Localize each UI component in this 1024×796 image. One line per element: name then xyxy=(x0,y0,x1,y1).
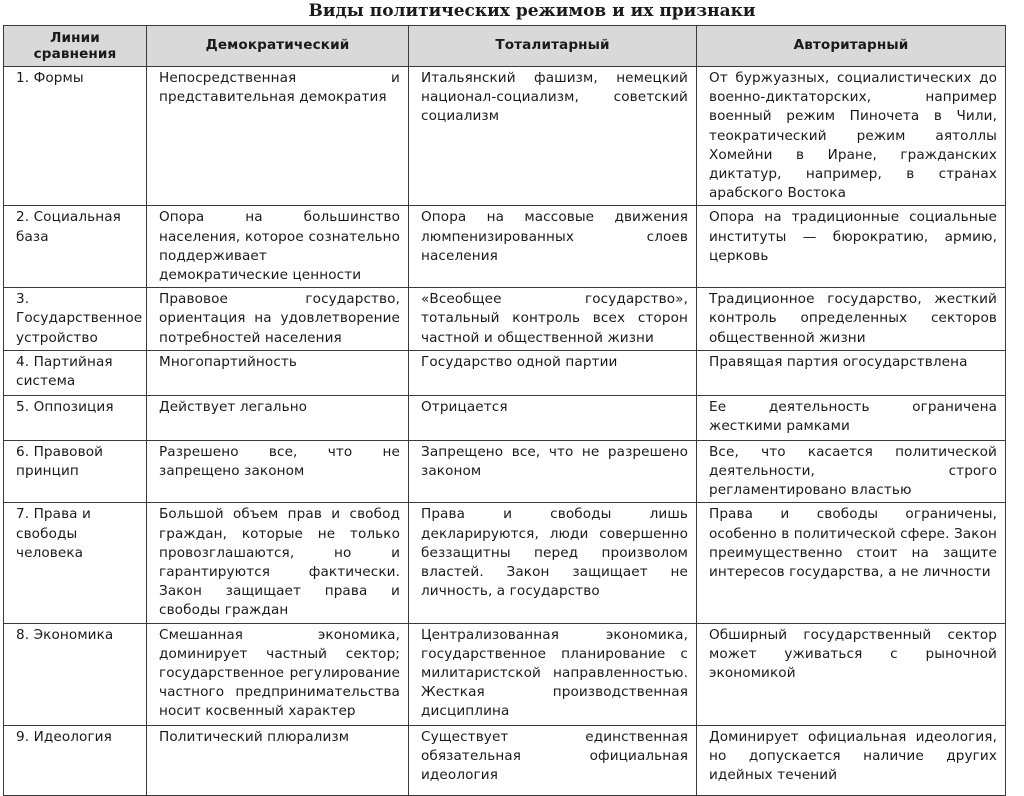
totalitarian-cell: Итальянский фашизм, немецкий национал-социализм, советский социализм xyxy=(409,67,697,206)
row-criteria: 1. Формы xyxy=(4,67,147,206)
regimes-table xyxy=(3,25,1006,796)
header-democratic: Демократический xyxy=(147,26,409,67)
header-criteria: Линии сравнения xyxy=(4,26,147,67)
totalitarian-cell: Права и свободы лишь декларируются, люди совершенно беззащитны перед произволом властей. Закон защищает не личность, а государство xyxy=(409,503,697,623)
authoritarian-cell: Правящая партия огосударствлена xyxy=(697,350,1006,395)
table-row xyxy=(4,288,1006,351)
authoritarian-cell: Обширный государственный сектор может уживаться с рыночной экономикой xyxy=(697,623,1006,725)
table-row xyxy=(4,206,1006,288)
democratic-cell: Непосредственная и представительная демократия xyxy=(147,67,409,206)
totalitarian-cell: Существует единственная обязательная официальная идеология xyxy=(409,725,697,795)
totalitarian-cell: «Всеобщее государство», тотальный контроль всех сторон частной и общественной жизни xyxy=(409,288,697,351)
authoritarian-cell: От буржуазных, социалистических до военно-диктаторских, например военный режим Пиночета в Чили, теократический режим аятоллы Хомейни в Иране, гражданских диктатур, например, в странах арабского Востока xyxy=(697,67,1006,206)
democratic-cell: Действует легально xyxy=(147,395,409,440)
totalitarian-cell: Централизованная экономика, государственное планирование с милитаристской направленностью. Жесткая производственная дисциплина xyxy=(409,623,697,725)
row-criteria: 3. Государственное устройство xyxy=(4,288,147,351)
row-criteria: 7. Права и свободы человека xyxy=(4,503,147,623)
democratic-cell: Разрешено все, что не запрещено законом xyxy=(147,440,409,503)
table-row xyxy=(4,503,1006,623)
totalitarian-cell: Запрещено все, что не разрешено законом xyxy=(409,440,697,503)
header-authoritarian: Авторитарный xyxy=(697,26,1006,67)
democratic-cell: Правовое государство, ориентация на удовлетворение потребностей населения xyxy=(147,288,409,351)
totalitarian-cell: Государство одной партии xyxy=(409,350,697,395)
democratic-cell: Политический плюрализм xyxy=(147,725,409,795)
democratic-cell: Многопартийность xyxy=(147,350,409,395)
authoritarian-cell: Традиционное государство, жесткий контроль определенных секторов общественной жизни xyxy=(697,288,1006,351)
header-totalitarian: Тоталитарный xyxy=(409,26,697,67)
totalitarian-cell: Опора на массовые движения люмпенизированных слоев населения xyxy=(409,206,697,288)
row-criteria: 4. Партийная система xyxy=(4,350,147,395)
table-row xyxy=(4,395,1006,440)
table-row xyxy=(4,725,1006,795)
table-row xyxy=(4,623,1006,725)
authoritarian-cell: Ее деятельность ограничена жесткими рамками xyxy=(697,395,1006,440)
democratic-cell: Смешанная экономика, доминирует частный сектор; государственное регулирование частного предпринимательства носит косвенный характер xyxy=(147,623,409,725)
table-header-row xyxy=(4,26,1006,67)
authoritarian-cell: Все, что касается политической деятельности, строго регламентировано властью xyxy=(697,440,1006,503)
authoritarian-cell: Права и свободы ограничены, особенно в политической сфере. Закон преимущественно стоит на защите интересов государства, а не личности xyxy=(697,503,1006,623)
row-criteria: 5. Оппозиция xyxy=(4,395,147,440)
table-row xyxy=(4,440,1006,503)
row-criteria: 6. Правовой принцип xyxy=(4,440,147,503)
row-criteria: 2. Социальная база xyxy=(4,206,147,288)
row-criteria: 9. Идеология xyxy=(4,725,147,795)
table-row xyxy=(4,350,1006,395)
authoritarian-cell: Доминирует официальная идеология, но допускается наличие других идейных течений xyxy=(697,725,1006,795)
authoritarian-cell: Опора на традиционные социальные институты — бюрократию, армию, церковь xyxy=(697,206,1006,288)
democratic-cell: Большой объем прав и свобод граждан, которые не только провозглашаются, но и гарантируются фактически. Закон защищает права и свободы граждан xyxy=(147,503,409,623)
totalitarian-cell: Отрицается xyxy=(409,395,697,440)
table-row xyxy=(4,67,1006,206)
row-criteria: 8. Экономика xyxy=(4,623,147,725)
page-title: Виды политических режимов и их признаки xyxy=(308,1,756,21)
democratic-cell: Опора на большинство населения, которое сознательно поддерживает демократические ценности xyxy=(147,206,409,288)
